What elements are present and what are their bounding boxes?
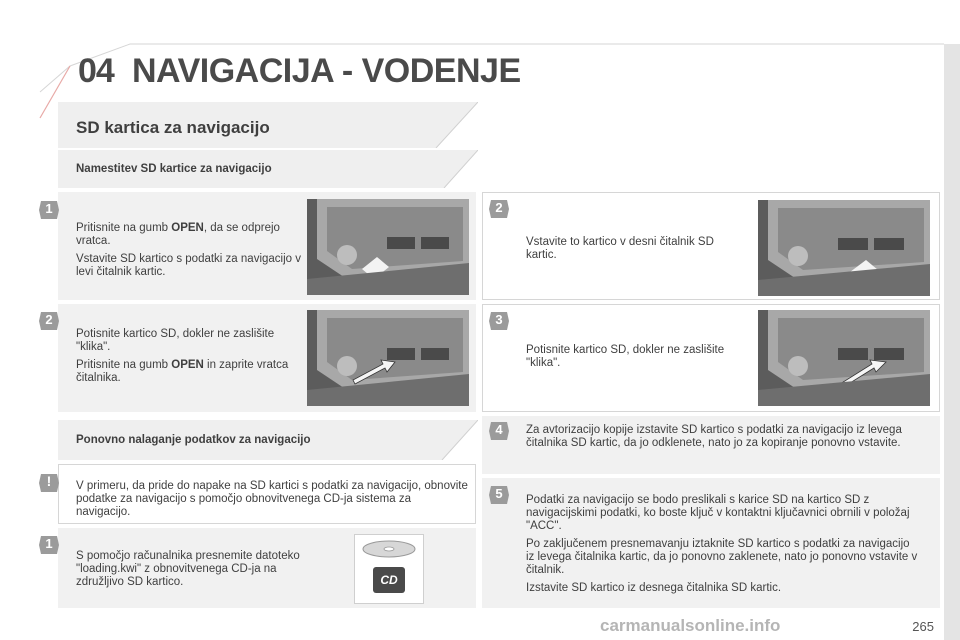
text-paragraph: Podatki za navigacijo se bodo preslikali s karice SD na kartico SD z navigacijskimi podatki, ko boste ključ v kontaktni ključavnici obrnili v položaj "ACC". <box>526 494 910 532</box>
chapter-number: 04 <box>78 52 114 90</box>
right-step5-text <box>526 494 918 600</box>
right-step2-text: Vstavite to kartico v desni čitalnik SD kartic. <box>526 236 714 261</box>
text-fragment: Pritisnite na gumb <box>76 359 172 371</box>
text-paragraph: Izstavite SD kartico iz desnega čitalnika SD kartic. <box>526 582 782 594</box>
step-number: 2 <box>495 200 503 215</box>
install-heading: Namestitev SD kartice za navigacijo <box>76 163 272 175</box>
page-edge-strip <box>944 44 960 640</box>
install-step1-text <box>76 222 316 284</box>
text-fragment: , da se odprejo vratca. <box>76 222 280 247</box>
right-step3-text: Potisnite kartico SD, dokler ne zaslišite "klika". <box>526 344 725 369</box>
text-paragraph: Vstavite SD kartico s podatki za navigacijo v levi čitalnik kartic. <box>76 253 301 278</box>
open-button-label: OPEN <box>171 359 204 371</box>
card-reader-photo-right-insert <box>758 200 930 296</box>
text-paragraph: Potisnite kartico SD, dokler ne zaslišite "klika". <box>76 328 275 353</box>
step-number: 1 <box>45 536 53 551</box>
open-button-label: OPEN <box>171 222 204 234</box>
step-number: 5 <box>495 486 503 501</box>
card-reader-photo-left-push <box>307 310 469 406</box>
text-fragment: Pritisnite na gumb <box>76 222 172 234</box>
text-fragment: in zaprite vratca čitalnika. <box>76 359 289 384</box>
page-number: 265 <box>912 619 934 634</box>
chapter-title: NAVIGACIJA - VODENJE <box>132 52 521 90</box>
cd-illustration <box>354 534 424 604</box>
step-number: 3 <box>495 312 503 327</box>
right-step4-text: Za avtorizacijo kopije izstavite SD kartico s podatki za navigacijo iz levega čitalnika SD kartic, da jo odklenete, nato jo za kopiranje ponovno vstavite. <box>526 424 902 449</box>
step-number: 2 <box>45 312 53 327</box>
card-reader-photo-left-insert <box>307 199 469 295</box>
step-number: 1 <box>45 201 53 216</box>
watermark: carmanualsonline.info <box>600 616 781 635</box>
reload-step1-text: S pomočjo računalnika presnemite datoteko "loading.kwi" z obnovitvenega CD-ja na združljivo SD kartico. <box>76 550 300 588</box>
card-reader-photo-right-push <box>758 310 930 406</box>
warning-text: V primeru, da pride do napake na SD kartici s podatki za navigacijo, obnovite podatke za navigacijo s pomočjo obnovitvenega CD-ja sistema za navigacijo. <box>76 480 468 518</box>
step-number: 4 <box>495 422 503 437</box>
cd-disc-icon <box>355 535 423 603</box>
section-title: SD kartica za navigacijo <box>76 118 270 137</box>
cd-label: CD <box>380 573 398 587</box>
install-step2-text <box>76 328 306 390</box>
warning-symbol: ! <box>46 473 52 489</box>
text-paragraph: Po zaključenem presnemavanju iztaknite SD kartico s podatki za navigacijo iz levega čitalnika kartic, da jo ponovno zaklenete, nato jo ponovno vstavite v čitalnik. <box>526 538 918 576</box>
reload-heading: Ponovno nalaganje podatkov za navigacijo <box>76 434 311 446</box>
